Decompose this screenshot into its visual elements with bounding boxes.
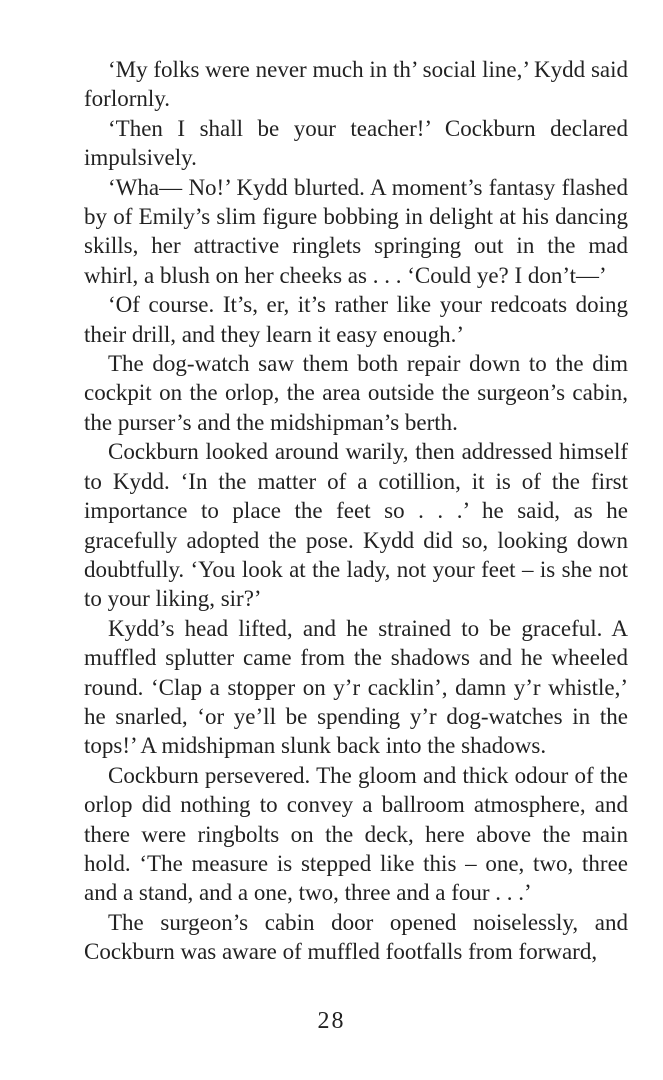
paragraph-4: ‘Of course. It’s, er, it’s rather like your redcoats doing their drill, and they learn it easy enough.’ (84, 292, 628, 347)
body-text (84, 55, 628, 967)
paragraph-7: Kydd’s head lifted, and he strained to be graceful. A muffled splutter came from the shadows and he wheeled round. ‘Clap a stopper on y’r cacklin’, damn y’r whistle,’ he snarled, ‘or ye’ll be spending y’r dog-watches in the tops!’ A midshipman slunk back into the shadows. (84, 615, 628, 759)
paragraph-8: Cockburn persevered. The gloom and thick odour of the orlop did nothing to convey a ballroom atmosphere, and there were ringbolts on the deck, here above the main hold. ‘The measure is stepped like this – one, two, three and a stand, and a one, two, three and a four . . .’ (84, 762, 628, 906)
page-number: 28 (317, 1008, 346, 1034)
paragraph-1: ‘My folks were never much in th’ social line,’ Kydd said forlornly. (84, 57, 628, 112)
paragraph-5: The dog-watch saw them both repair down to the dim cockpit on the orlop, the area outside the surgeon’s cabin, the purser’s and the midshipman’s berth. (84, 351, 628, 435)
paragraph-6: Cockburn looked around warily, then addressed himself to Kydd. ‘In the matter of a cotillion, it is of the first importance to place the feet so . . .’ he said, as he gracefully adopted the pose. Kydd did so, looking down doubtfully. ‘You look at the lady, not your feet – is she not to your liking, sir?’ (84, 439, 628, 612)
paragraph-2: ‘Then I shall be your teacher!’ Cockburn declared impulsively. (84, 115, 628, 171)
paragraph-9: The surgeon’s cabin door opened noiselessly, and Cockburn was aware of muffled footfalls from forward, (84, 909, 628, 965)
paragraph-3: ‘Wha— No!’ Kydd blurted. A moment’s fantasy flashed by of Emily’s slim figure bobbing in delight at his dancing skills, her attractive ringlets springing out in the mad whirl, a blush on her cheeks as . . . ‘Could ye? I don’t—’ (84, 174, 628, 288)
